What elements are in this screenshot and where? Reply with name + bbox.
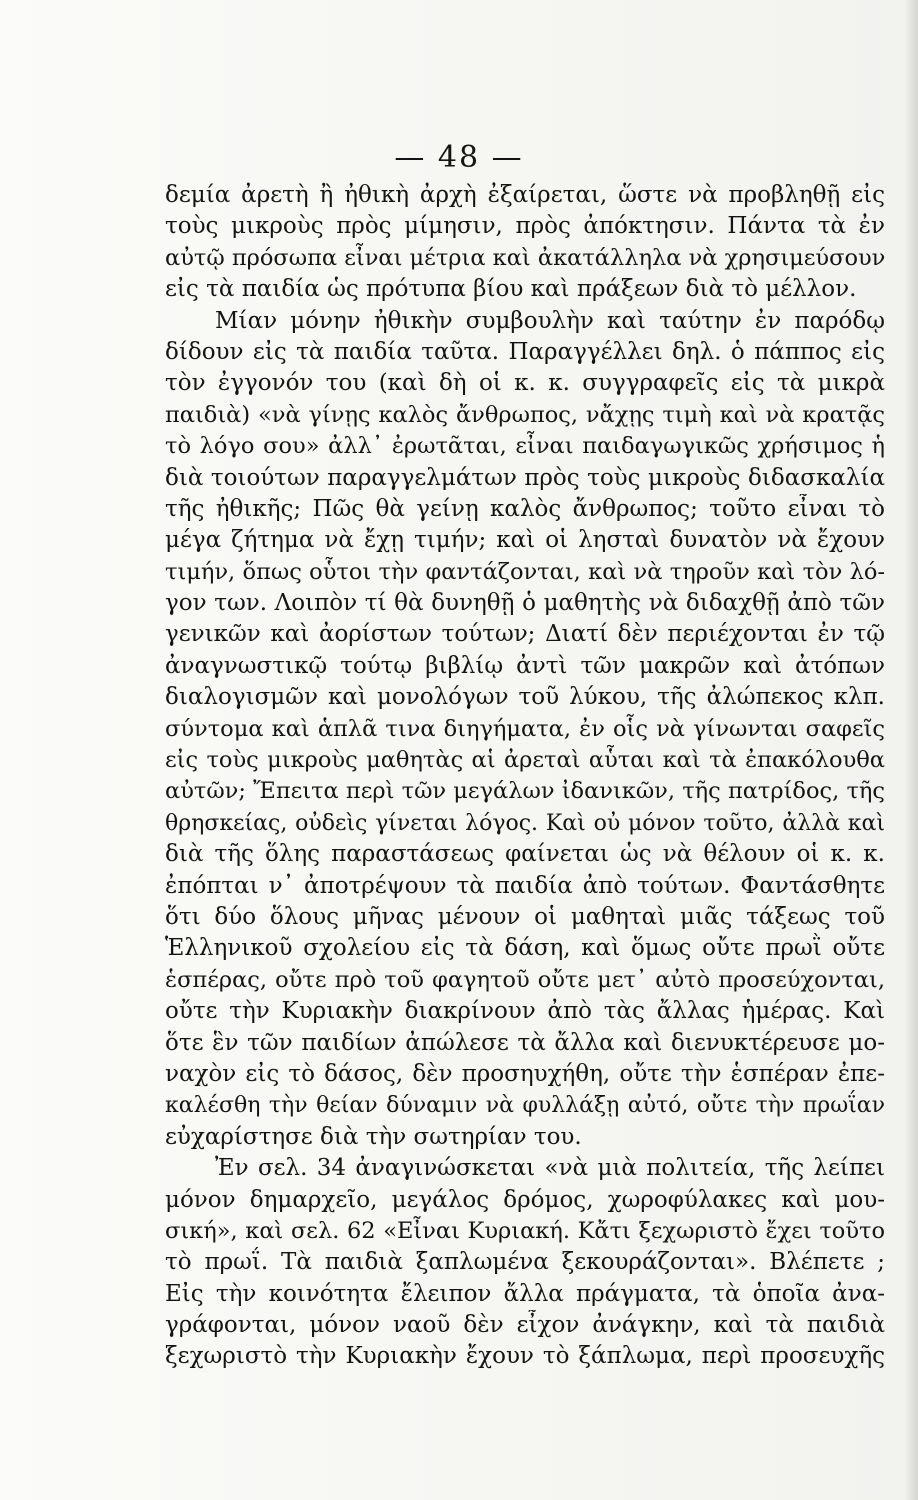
text-line: Ἑλληνικοῦ σχολείου εἰς τὰ δάση, καὶ ὅμως οὔτε πρωῒ οὔτε — [165, 935, 885, 962]
text-line: διαλογισμῶν καὶ μονολόγων τοῦ λύκου, τῆς ἀλώπεκος κλπ. — [165, 684, 885, 711]
text-line: εὐχαρίστησε διὰ τὴν σωτηρίαν του. — [165, 1123, 582, 1150]
page-spine-shadow — [904, 0, 918, 1500]
text-line: τὸ πρωΐ. Τὰ παιδιὰ ξαπλωμένα ξεκουράζονται». Βλέπετε ; — [165, 1249, 885, 1276]
text-line: δεμία ἀρετὴ ἢ ἠθικὴ ἀρχὴ ἐξαίρεται, ὥστε νὰ προβληθῇ εἰς — [165, 182, 885, 208]
text-line: εἰς τὰ παιδία ὡς πρότυπα βίου καὶ πράξεων διὰ τὸ μέλλον. — [165, 276, 857, 303]
text-line: μέγα ζήτημα νὰ ἔχῃ τιμήν; καὶ οἱ λησταὶ δυνατὸν νὰ ἔχουν — [165, 527, 885, 554]
text-line: τοὺς μικροὺς πρὸς μίμησιν, πρὸς ἀπόκτησιν. Πάντα τὰ ἐν — [165, 213, 885, 240]
text-line: μόνον δημαρχεῖο, μεγάλος δρόμος, χωροφύλακες καὶ μου- — [165, 1186, 885, 1213]
text-line: ἑσπέρας, οὔτε πρὸ τοῦ φαγητοῦ οὔτε μετ᾿ αὐτὸ προσεύχονται, — [165, 966, 885, 993]
text-line: σύντομα καὶ ἁπλᾶ τινα διηγήματα, ἐν οἷς νὰ γίνωνται σαφεῖς — [165, 715, 885, 742]
text-line: τῆς ἠθικῆς; Πῶς θὰ γείνῃ καλὸς ἄνθρωπος; τοῦτο εἶναι τὸ — [165, 495, 885, 522]
text-line: παιδιὰ) «νὰ γίνῃς καλὸς ἄνθρωπος, νἄχῃς τιμὴ καὶ νὰ κρατᾷς — [165, 401, 885, 428]
text-line: οὔτε τὴν Κυριακὴν διακρίνουν ἀπὸ τὰς ἄλλας ἡμέρας. Καὶ — [165, 998, 885, 1025]
text-line: ὅτι δύο ὅλους μῆνας μένουν οἱ μαθηταὶ μιᾶς τάξεως τοῦ — [165, 903, 885, 930]
text-line: γενικῶν καὶ ἀορίστων τούτων; Διατί δὲν περιέχονται ἐν τῷ — [165, 621, 885, 648]
text-line: ἀναγνωστικῷ τούτῳ βιβλίῳ ἀντὶ τῶν μακρῶν καὶ ἀτόπων — [165, 652, 885, 679]
text-line: αὐτῷ πρόσωπα εἶναι μέτρια καὶ ἀκατάλληλα νὰ χρησιμεύσουν — [165, 244, 885, 271]
text-line: καλέσθη τὴν θείαν δύναμιν νὰ φυλλάξῃ αὐτό, οὔτε τὴν πρωΐαν — [165, 1093, 885, 1119]
body-text — [165, 180, 885, 1373]
text-line: ἐπόπται ν᾿ ἀποτρέψουν τὰ παιδία ἀπὸ τούτων. Φαντάσθητε — [165, 872, 885, 899]
text-line: τὸν ἐγγονόν του (καὶ δὴ οἱ κ. κ. συγγραφεῖς εἰς τὰ μικρὰ — [165, 370, 885, 397]
text-line: ναχὸν εἰς τὸ δάσος, δὲν προσηυχήθη, οὔτε τὴν ἑσπέραν ἐπε- — [165, 1060, 885, 1087]
text-line: θρησκείας, οὐδεὶς γίνεται λόγος. Καὶ οὐ μόνον τοῦτο, ἀλλὰ καὶ — [165, 810, 885, 836]
text-line: αὐτῶν; Ἔπειτα περὶ τῶν μεγάλων ἰδανικῶν, τῆς πατρίδος, τῆς — [165, 778, 885, 805]
text-line: Εἰς τὴν κοινότητα ἔλειπον ἄλλα πράγματα, τὰ ὁποῖα ἀνα- — [165, 1280, 885, 1307]
text-line: διὰ τῆς ὅλης παραστάσεως φαίνεται ὡς νὰ θέλουν οἱ κ. κ. — [165, 841, 885, 868]
text-line: ξεχωριστὸ τὴν Κυριακὴν ἔχουν τὸ ξάπλωμα, περὶ προσευχῆς — [165, 1343, 885, 1370]
text-line: εἰς τοὺς μικροὺς μαθητὰς αἱ ἀρεταὶ αὗται καὶ τὰ ἐπακόλουθα — [165, 747, 885, 774]
text-line: σική», καὶ σελ. 62 «Εἶναι Κυριακή. Κἄτι ξεχωριστὸ ἔχει τοῦτο — [165, 1217, 885, 1244]
text-line: τὸ λόγο σου» ἀλλ᾿ ἐρωτᾶται, εἶναι παιδαγωγικῶς χρήσιμος ἡ — [165, 433, 885, 460]
text-line: Ἐν σελ. 34 ἀναγινώσκεται «νὰ μιὰ πολιτεία, τῆς λείπει — [215, 1155, 885, 1182]
text-line: γράφονται, μόνον ναοῦ δὲν εἶχον ἀνάγκην, καὶ τὰ παιδιὰ — [165, 1312, 885, 1339]
text-line: διὰ τοιούτων παραγγελμάτων πρὸς τοὺς μικροὺς διδασκαλία — [165, 464, 885, 491]
text-line: ὅτε ἓν τῶν παιδίων ἀπώλεσε τὰ ἄλλα καὶ διενυκτέρευσε μο- — [165, 1029, 885, 1056]
text-line: δίδουν εἰς τὰ παιδία ταῦτα. Παραγγέλλει δηλ. ὁ πάππος εἰς — [165, 338, 885, 365]
page-number: — 48 — — [394, 140, 524, 175]
text-line: τιμήν, ὅπως οὗτοι τὴν φαντάζονται, καὶ νὰ τηροῦν καὶ τὸν λό- — [165, 558, 885, 585]
text-line: Μίαν μόνην ἠθικὴν συμβουλὴν καὶ ταύτην ἐν παρόδῳ — [215, 307, 885, 334]
text-line: γον των. Λοιπὸν τί θὰ δυνηθῇ ὁ μαθητὴς νὰ διδαχθῇ ἀπὸ τῶν — [165, 590, 885, 617]
